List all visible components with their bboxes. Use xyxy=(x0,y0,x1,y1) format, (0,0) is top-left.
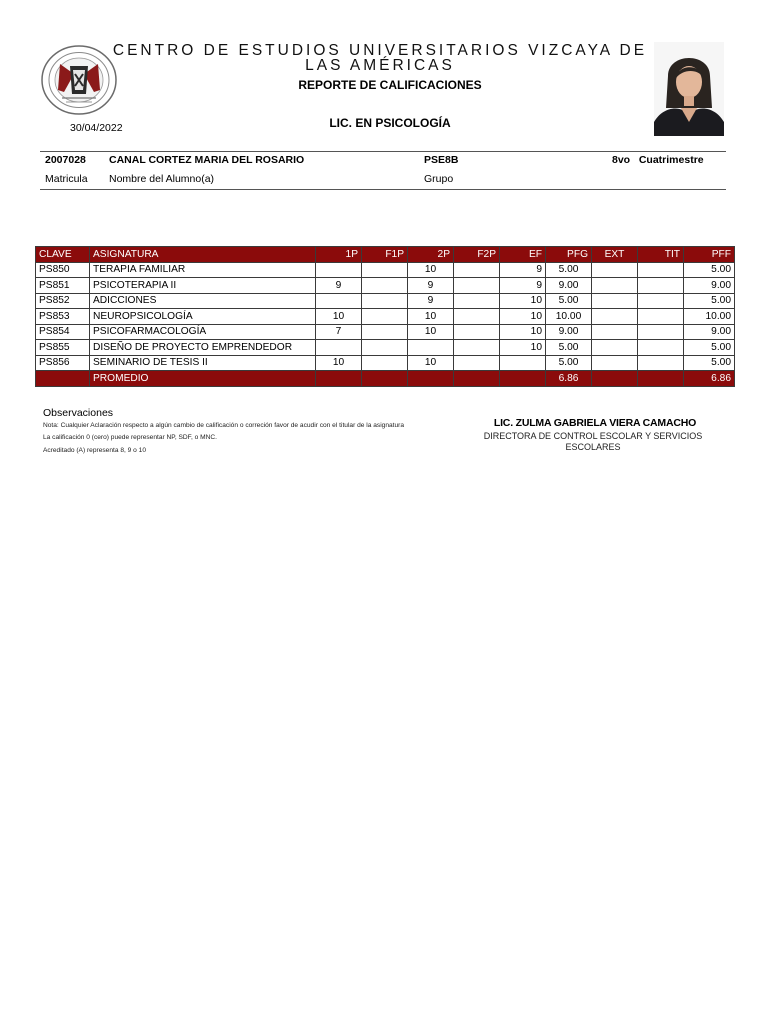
cell-2p: 9 xyxy=(408,278,454,294)
cell-pff: 10.00 xyxy=(684,309,735,325)
school-name: CENTRO DE ESTUDIOS UNIVERSITARIOS VIZCAYA DE LAS AMÉRICAS xyxy=(112,42,648,74)
average-pff: 6.86 xyxy=(684,371,735,387)
average-f2p xyxy=(454,371,500,387)
cell-pff: 9.00 xyxy=(684,324,735,340)
average-clave xyxy=(36,371,90,387)
cell-f1p xyxy=(362,340,408,356)
cell-f1p xyxy=(362,309,408,325)
col-header-f1p: F1P xyxy=(362,247,408,263)
average-tit xyxy=(638,371,684,387)
signatory-name: LIC. ZULMA GABRIELA VIERA CAMACHO xyxy=(493,417,697,429)
cell-1p: 10 xyxy=(316,355,362,371)
col-header-asignatura: ASIGNATURA xyxy=(90,247,316,263)
table-row xyxy=(36,262,735,278)
cell-pff: 5.00 xyxy=(684,355,735,371)
student-photo xyxy=(654,42,724,136)
cell-tit xyxy=(638,324,684,340)
cell-pfg: 9.00 xyxy=(546,278,592,294)
table-row xyxy=(36,293,735,309)
cell-pff: 5.00 xyxy=(684,262,735,278)
cell-tit xyxy=(638,355,684,371)
col-header-ext: EXT xyxy=(592,247,638,263)
divider xyxy=(40,189,726,190)
cell-ef xyxy=(500,355,546,371)
table-row xyxy=(36,355,735,371)
cell-ef: 10 xyxy=(500,340,546,356)
cell-f2p xyxy=(454,262,500,278)
university-seal-icon xyxy=(40,44,118,116)
cell-clave: PS856 xyxy=(36,355,90,371)
table-row xyxy=(36,340,735,356)
student-id-label: Matricula xyxy=(45,173,88,185)
cell-1p xyxy=(316,262,362,278)
observation-note: Acreditado (A) representa 8, 9 o 10 xyxy=(43,447,146,454)
cell-clave: PS852 xyxy=(36,293,90,309)
cell-2p: 10 xyxy=(408,309,454,325)
cell-asignatura: SEMINARIO DE TESIS II xyxy=(90,355,316,371)
cell-f2p xyxy=(454,293,500,309)
cell-1p: 7 xyxy=(316,324,362,340)
average-pfg: 6.86 xyxy=(546,371,592,387)
cell-2p xyxy=(408,340,454,356)
cell-clave: PS850 xyxy=(36,262,90,278)
average-f1p xyxy=(362,371,408,387)
cell-f2p xyxy=(454,355,500,371)
observation-note: La calificación 0 (cero) puede representar NP, SDF, o MNC. xyxy=(43,434,217,441)
cell-ext xyxy=(592,324,638,340)
student-id-value: 2007028 xyxy=(45,154,86,166)
cell-f1p xyxy=(362,278,408,294)
cell-ef: 10 xyxy=(500,324,546,340)
cell-ext xyxy=(592,355,638,371)
cell-f1p xyxy=(362,324,408,340)
cell-ext xyxy=(592,309,638,325)
col-header-pff: PFF xyxy=(684,247,735,263)
table-row xyxy=(36,309,735,325)
cell-1p xyxy=(316,340,362,356)
divider xyxy=(40,151,726,152)
observation-note: Nota: Cualquier Aclaración respecto a algún cambio de calificación o correción favor de acudir con el titular de la asignatura xyxy=(43,422,405,429)
cell-asignatura: TERAPIA FAMILIAR xyxy=(90,262,316,278)
cell-asignatura: ADICCIONES xyxy=(90,293,316,309)
cell-ef: 10 xyxy=(500,309,546,325)
col-header-1p: 1P xyxy=(316,247,362,263)
cell-pff: 9.00 xyxy=(684,278,735,294)
cell-pfg: 5.00 xyxy=(546,355,592,371)
report-date: 30/04/2022 xyxy=(70,122,123,134)
average-1p xyxy=(316,371,362,387)
cell-pfg: 9.00 xyxy=(546,324,592,340)
average-ext xyxy=(592,371,638,387)
cell-tit xyxy=(638,278,684,294)
cell-asignatura: PSICOFARMACOLOGÍA xyxy=(90,324,316,340)
cell-1p: 9 xyxy=(316,278,362,294)
career-name: LIC. EN PSICOLOGÍA xyxy=(329,116,451,130)
observations-title: Observaciones xyxy=(43,407,114,419)
col-header-ef: EF xyxy=(500,247,546,263)
cell-1p: 10 xyxy=(316,309,362,325)
cell-pfg: 5.00 xyxy=(546,340,592,356)
cell-pff: 5.00 xyxy=(684,293,735,309)
cell-f1p xyxy=(362,262,408,278)
cell-tit xyxy=(638,293,684,309)
cell-ext xyxy=(592,293,638,309)
cell-asignatura: NEUROPSICOLOGÍA xyxy=(90,309,316,325)
cell-clave: PS853 xyxy=(36,309,90,325)
average-ef xyxy=(500,371,546,387)
average-asignatura: PROMEDIO xyxy=(90,371,316,387)
cell-asignatura: DISEÑO DE PROYECTO EMPRENDEDOR xyxy=(90,340,316,356)
grades-table xyxy=(35,246,735,387)
cell-f1p xyxy=(362,293,408,309)
table-header-row xyxy=(36,247,735,263)
student-name-value: CANAL CORTEZ MARIA DEL ROSARIO xyxy=(109,154,305,166)
cell-2p: 10 xyxy=(408,262,454,278)
cell-pfg: 5.00 xyxy=(546,262,592,278)
cell-f1p xyxy=(362,355,408,371)
col-header-pfg: PFG xyxy=(546,247,592,263)
cell-pfg: 5.00 xyxy=(546,293,592,309)
cell-tit xyxy=(638,309,684,325)
cell-ef: 10 xyxy=(500,293,546,309)
cell-ext xyxy=(592,278,638,294)
signatory-role: DIRECTORA DE CONTROL ESCOLAR Y SERVICIOS ESCOLARES xyxy=(483,431,703,452)
cell-ext xyxy=(592,262,638,278)
cell-clave: PS854 xyxy=(36,324,90,340)
cell-asignatura: PSICOTERAPIA II xyxy=(90,278,316,294)
cell-2p: 10 xyxy=(408,355,454,371)
cell-f2p xyxy=(454,309,500,325)
cell-f2p xyxy=(454,278,500,294)
cell-2p: 9 xyxy=(408,293,454,309)
cell-f2p xyxy=(454,324,500,340)
table-row xyxy=(36,324,735,340)
cell-ext xyxy=(592,340,638,356)
student-name-label: Nombre del Alumno(a) xyxy=(109,173,215,185)
col-header-clave: CLAVE xyxy=(36,247,90,263)
cell-pfg: 10.00 xyxy=(546,309,592,325)
average-row xyxy=(36,371,735,387)
cell-tit xyxy=(638,340,684,356)
cell-tit xyxy=(638,262,684,278)
cell-1p xyxy=(316,293,362,309)
cell-2p: 10 xyxy=(408,324,454,340)
table-row xyxy=(36,278,735,294)
group-value: PSE8B xyxy=(424,154,459,166)
col-header-2p: 2P xyxy=(408,247,454,263)
cell-clave: PS851 xyxy=(36,278,90,294)
cell-pff: 5.00 xyxy=(684,340,735,356)
cell-f2p xyxy=(454,340,500,356)
term-value: 8vo Cuatrimestre xyxy=(612,154,704,166)
report-title: REPORTE DE CALIFICACIONES xyxy=(298,78,482,92)
average-2p xyxy=(408,371,454,387)
group-label: Grupo xyxy=(424,173,454,185)
col-header-f2p: F2P xyxy=(454,247,500,263)
cell-clave: PS855 xyxy=(36,340,90,356)
cell-ef: 9 xyxy=(500,278,546,294)
cell-ef: 9 xyxy=(500,262,546,278)
col-header-tit: TIT xyxy=(638,247,684,263)
